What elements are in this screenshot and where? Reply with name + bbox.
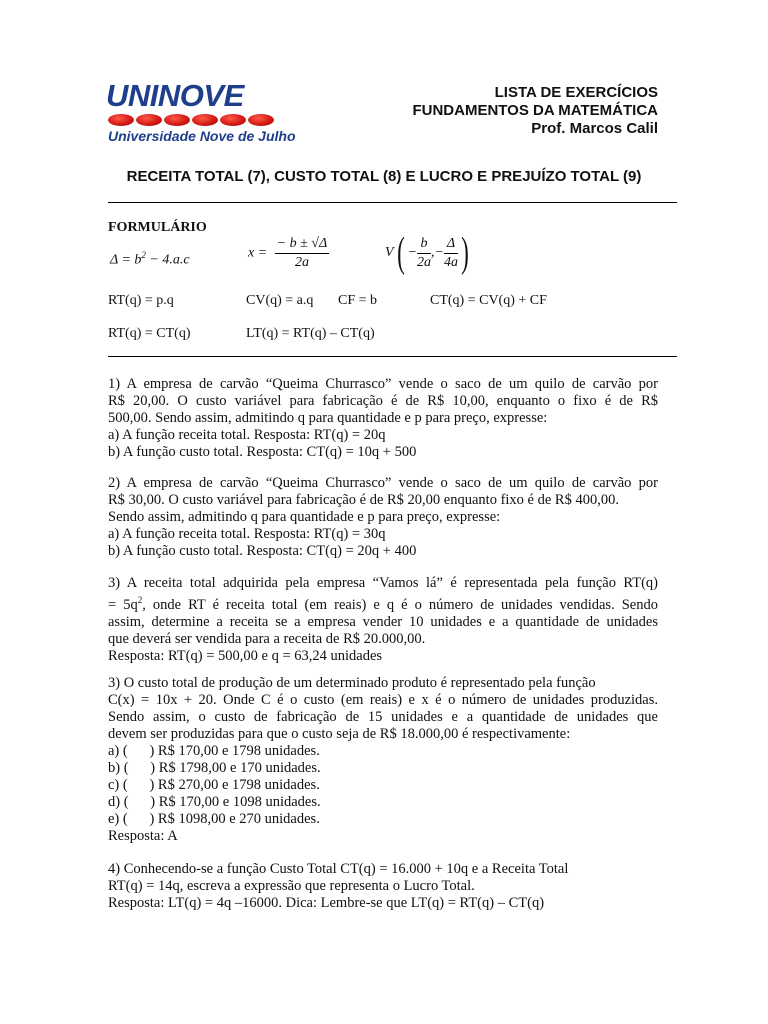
q2-answer-b: b) A função custo total. Resposta: CT(q) = 20q + 400 — [108, 543, 417, 559]
eq-receita: RT(q) = p.q — [108, 293, 174, 308]
q4-line: C(x) = 10x + 20. Onde C é o custo (em reais) e x é o número de unidades produzidas. — [108, 692, 658, 708]
q1-line: 1) A empresa de carvão “Queima Churrasco” vende o saco de um quilo de carvão por — [108, 376, 658, 392]
eq-lucro-total: LT(q) = RT(q) – CT(q) — [246, 326, 375, 341]
uninove-logo — [106, 78, 296, 150]
q4-line: 3) O custo total de produção de um determinado produto é representado pela função — [108, 675, 596, 691]
eq-custo-variavel: CV(q) = a.q — [246, 293, 314, 308]
divider-bottom — [108, 356, 677, 357]
header-line-course: FUNDAMENTOS DA MATEMÁTICA — [412, 102, 658, 119]
q2-line: Sendo assim, admitindo q para quantidade e p para preço, expresse: — [108, 509, 501, 525]
q4-option-b: b) ( ) R$ 1798,00 e 170 unidades. — [108, 760, 321, 776]
q3-line: assim, determine a receita se a empresa vender 10 unidades e a quantidade de unidades — [108, 613, 658, 630]
question-2 — [108, 475, 658, 560]
q2-line: R$ 30,00. O custo variável para fabricação é de R$ 20,00 enquanto fixo é de R$ 400,00. — [108, 492, 619, 508]
question-5 — [108, 861, 658, 912]
divider-top — [108, 202, 677, 203]
q1-answer-a: a) A função receita total. Resposta: RT(q) = 20q — [108, 427, 386, 443]
q5-line: RT(q) = 14q, escreva a expressão que representa o Lucro Total. — [108, 878, 475, 894]
header-info — [412, 84, 658, 138]
q3-answer: Resposta: RT(q) = 500,00 e q = 63,24 unidades — [108, 647, 383, 664]
question-4 — [108, 675, 658, 845]
q5-answer: Resposta: LT(q) = 4q –16000. Dica: Lembre-se que LT(q) = RT(q) – CT(q) — [108, 895, 545, 911]
q3-line: = $5q^2$, onde RT é receita total (em reais) e q é o número de unidades vendidas. Sendo — [108, 595, 658, 613]
q3-line: 3) A receita total adquirida pela empresa “Vamos lá” é representada pela função RT(q) — [108, 575, 658, 591]
q2-answer-a: a) A função receita total. Resposta: RT(q) = 30q — [108, 526, 386, 542]
vertex-formula: V( − $\frac{b}{2a}$ ,− $\frac{\Delta}{4a}$ ) — [385, 230, 469, 276]
q1-line: 500,00. Sendo assim, admitindo q para quantidade e p para preço, expresse: — [108, 410, 548, 426]
header-line-list: LISTA DE EXERCÍCIOS — [494, 84, 658, 101]
eq-custo-fixo: CF = b — [338, 293, 378, 308]
page-title: RECEITA TOTAL (7), CUSTO TOTAL (8) E LUCRO E PREJUÍZO TOTAL (9) — [126, 168, 642, 185]
q5-line: 4) Conhecendo-se a função Custo Total CT(q) = 16.000 + 10q e a Receita Total — [108, 861, 569, 877]
q4-line: Sendo assim, o custo de fabricação de 15 unidades e a quantidade de unidades que — [108, 709, 658, 725]
q2-line: 2) A empresa de carvão “Queima Churrasco” vende o saco de um quilo de carvão por — [108, 475, 658, 491]
eq-custo-total: CT(q) = CV(q) + CF — [430, 293, 547, 308]
q1-answer-b: b) A função custo total. Resposta: CT(q) = 10q + 500 — [108, 444, 417, 460]
q4-line: devem ser produzidas para que o custo seja de R$ 18.000,00 é respectivamente: — [108, 726, 571, 742]
formulario-heading: FORMULÁRIO — [108, 220, 207, 235]
q4-option-c: c) ( ) R$ 270,00 e 1798 unidades. — [108, 777, 320, 793]
logo-subtitle: Universidade Nove de Julho — [108, 128, 296, 144]
q1-line: R$ 20,00. O custo variável para fabricação é de R$ 10,00, enquanto o fixo é de R$ — [108, 393, 658, 409]
question-3 — [108, 575, 658, 665]
q4-answer: Resposta: A — [108, 828, 178, 844]
q4-option-e: e) ( ) R$ 1098,00 e 270 unidades. — [108, 811, 320, 827]
q4-option-d: d) ( ) R$ 170,00 e 1098 unidades. — [108, 794, 321, 810]
logo-red-dots — [108, 114, 268, 128]
question-1 — [108, 376, 658, 461]
logo-wordmark: UNINOVE — [106, 78, 244, 113]
q4-option-a: a) ( ) R$ 170,00 e 1798 unidades. — [108, 743, 320, 759]
header-line-professor: Prof. Marcos Calil — [531, 120, 658, 137]
bhaskara-formula: x = $\frac{- b \pm √\Delta}{2a}$ — [248, 236, 328, 270]
q3-line: que deverá ser vendida para a receita de R$ 20.000,00. — [108, 630, 426, 647]
delta-formula: $\Delta = b^2 - 4.a.c$ — [110, 250, 190, 268]
eq-equilibrio: RT(q) = CT(q) — [108, 326, 191, 341]
